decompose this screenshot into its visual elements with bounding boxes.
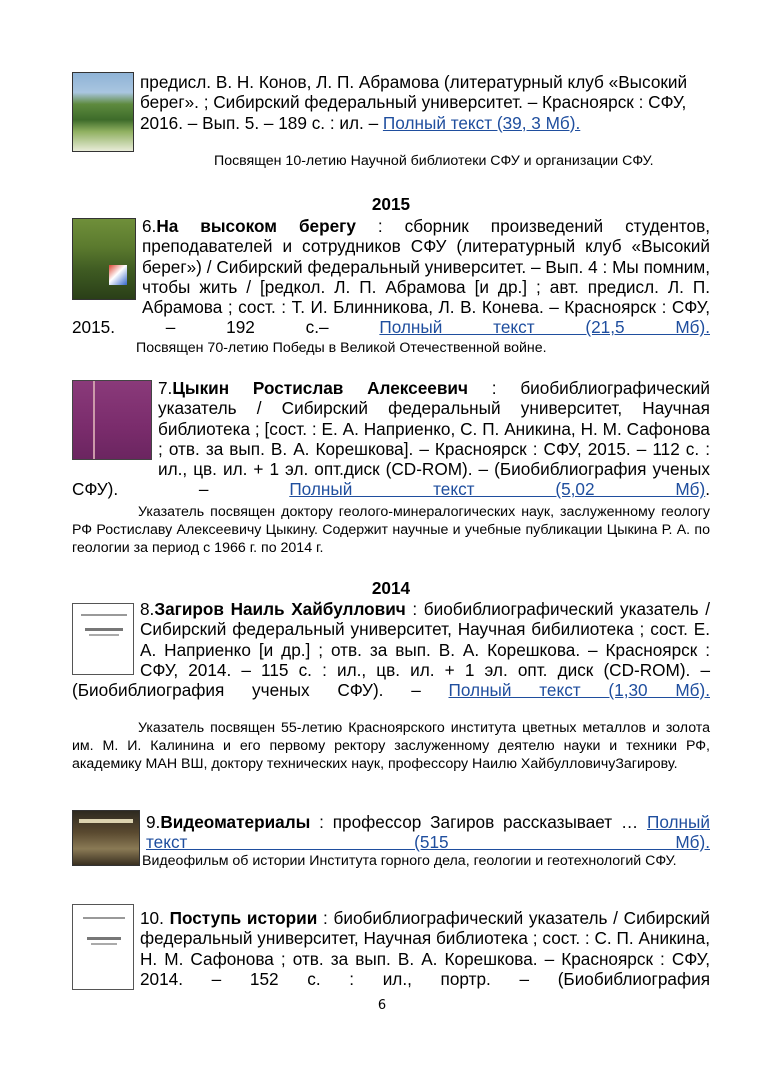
year-heading: 2014 xyxy=(371,578,411,598)
entry-7-body: : биобиблиографический указатель / Сибирский федеральный университет, Научная библиотека ; [сост. : Е. А. Наприенко, С. П. Аникина, Н. М. Сафонова ; отв. за вып. В. А. Корешкова]. – Красноярск : СФУ, 2015. – 112 с. : ил., цв. ил. + 1 эл. опт.диск (CD-ROM). – (Биобиблиография ученых СФУ). – xyxy=(72,378,710,500)
cover-stripe xyxy=(93,381,95,460)
entry-8-body: : биобиблиографический указатель / Сибирский федеральный университет, Научная бибилиотека ; сост. Е. А. Наприенко [и др.] ; отв. за вып. В. А. Корешкова. – Красноярск : СФУ, 2014. – 115 с. : ил., цв. ил. + 1 эл. опт. диск (CD-ROM). – (Биобиблиография ученых СФУ). – xyxy=(72,599,711,701)
book-cover-image xyxy=(72,603,134,675)
cover-line xyxy=(83,917,125,919)
entry-7-number: 7. xyxy=(158,378,173,398)
entry-6-body: : сборник произведений студентов, преподавателей и сотрудников СФУ (литературный клуб «Высокий берег») / Сибирский федеральный университет. – Вып. 4 : Мы помним, чтобы жить / [редкол. Л. П. Абрамова [и др.] ; авт. предисл. Л. П. Абрамова ; сост. : Т. И. Блинникова, Л. В. Конева. – Красноярск : СФУ, 2015. – 192 с.– xyxy=(72,216,710,338)
cover-line xyxy=(81,614,127,616)
book-cover-image xyxy=(72,380,152,460)
page-number: 6 xyxy=(377,998,387,1013)
entry-8-title: Загиров Наиль Хайбуллович xyxy=(154,599,406,619)
full-text-link[interactable]: Полный текст (1,30 Мб). xyxy=(448,680,710,701)
entry-9-text xyxy=(72,812,710,886)
entry-10-text xyxy=(72,908,710,1010)
cover-line xyxy=(91,943,117,945)
video-title-band xyxy=(79,819,133,823)
entry-9-note: Видеофильм об истории Института горного дела, геологии и геотехнологий СФУ. xyxy=(142,853,677,869)
cover-line xyxy=(87,937,121,940)
entry-9-number: 9. xyxy=(146,812,161,832)
cover-line xyxy=(89,634,119,636)
entry-6-note: Посвящен 70-летию Победы в Великой Отечественной войне. xyxy=(136,340,547,356)
entry-9-body: : профессор Загиров рассказывает … xyxy=(310,812,647,832)
entry-10-number: 10. xyxy=(140,908,164,928)
entry-8-note: Указатель посвящен 55-летию Красноярского института цветных металлов и золота им. М. И. Калинина и его первому ректору заслуженному деятелю науки и техники РФ, академику МАН ВШ, доктору технических наук, профессору Наилю ХайбулловичуЗагирову. xyxy=(72,720,710,773)
entry-7-note: Указатель посвящен доктору геолого-минералогических наук, заслуженному геологу РФ Ростиславу Алексеевичу Цыкину. Содержит научные и учебные публикации Цыкина Р. А. по геологии за период с 1966 г. по 2014 г. xyxy=(72,504,710,557)
entry-7-tail: . xyxy=(705,479,711,500)
book-cover-image xyxy=(72,904,134,990)
full-text-link[interactable]: Полный текст (21,5 Мб). xyxy=(379,317,710,338)
entry-10 xyxy=(72,908,710,1010)
entry-8 xyxy=(72,599,710,721)
entry-7-text xyxy=(72,378,710,520)
entry-6 xyxy=(72,216,710,358)
entry-5-body: предисл. В. Н. Конов, Л. П. Абрамова (литературный клуб «Высокий берег». ; Сибирский федеральный университет. – Красноярск : СФУ, 2016. – Вып. 5. – 189 с. : ил. – xyxy=(140,72,688,133)
book-cover-image xyxy=(72,72,134,152)
entry-9-title: Видеоматериалы xyxy=(160,812,311,832)
entry-7-title: Цыкин Ростислав Алексеевич xyxy=(172,378,468,398)
full-text-link[interactable]: Полный текст (5,02 Мб) xyxy=(289,479,706,500)
entry-8-number: 8. xyxy=(140,599,155,619)
year-heading: 2015 xyxy=(371,194,411,214)
cover-line xyxy=(85,628,123,631)
entry-9 xyxy=(72,812,710,886)
full-text-link[interactable]: Полный текст (39, 3 Мб). xyxy=(382,112,581,133)
entry-6-text xyxy=(72,216,710,358)
entry-8-text xyxy=(72,599,710,721)
entry-10-body: : биобиблиографический указатель / Сибирский федеральный университет, Научная библиотека ; сост. : С. П. Аникина, Н. М. Сафонова ; отв. за вып. В. А. Корешкова. – Красноярск : СФУ, 2014. – 152 с. : ил., портр. – (Биобиблиография xyxy=(140,908,710,989)
book-cover-image xyxy=(72,218,136,300)
entry-6-title: На высоком берегу xyxy=(156,216,356,236)
entry-5-note: Посвящен 10-летию Научной библиотеки СФУ и организации СФУ. xyxy=(214,153,654,169)
entry-7 xyxy=(72,378,710,520)
entry-10-title: Поступь истории xyxy=(169,908,318,928)
entry-6-number: 6. xyxy=(142,216,157,236)
full-text-link[interactable]: Полный текст (515 Мб). xyxy=(146,812,710,853)
flag-icon xyxy=(109,265,127,285)
